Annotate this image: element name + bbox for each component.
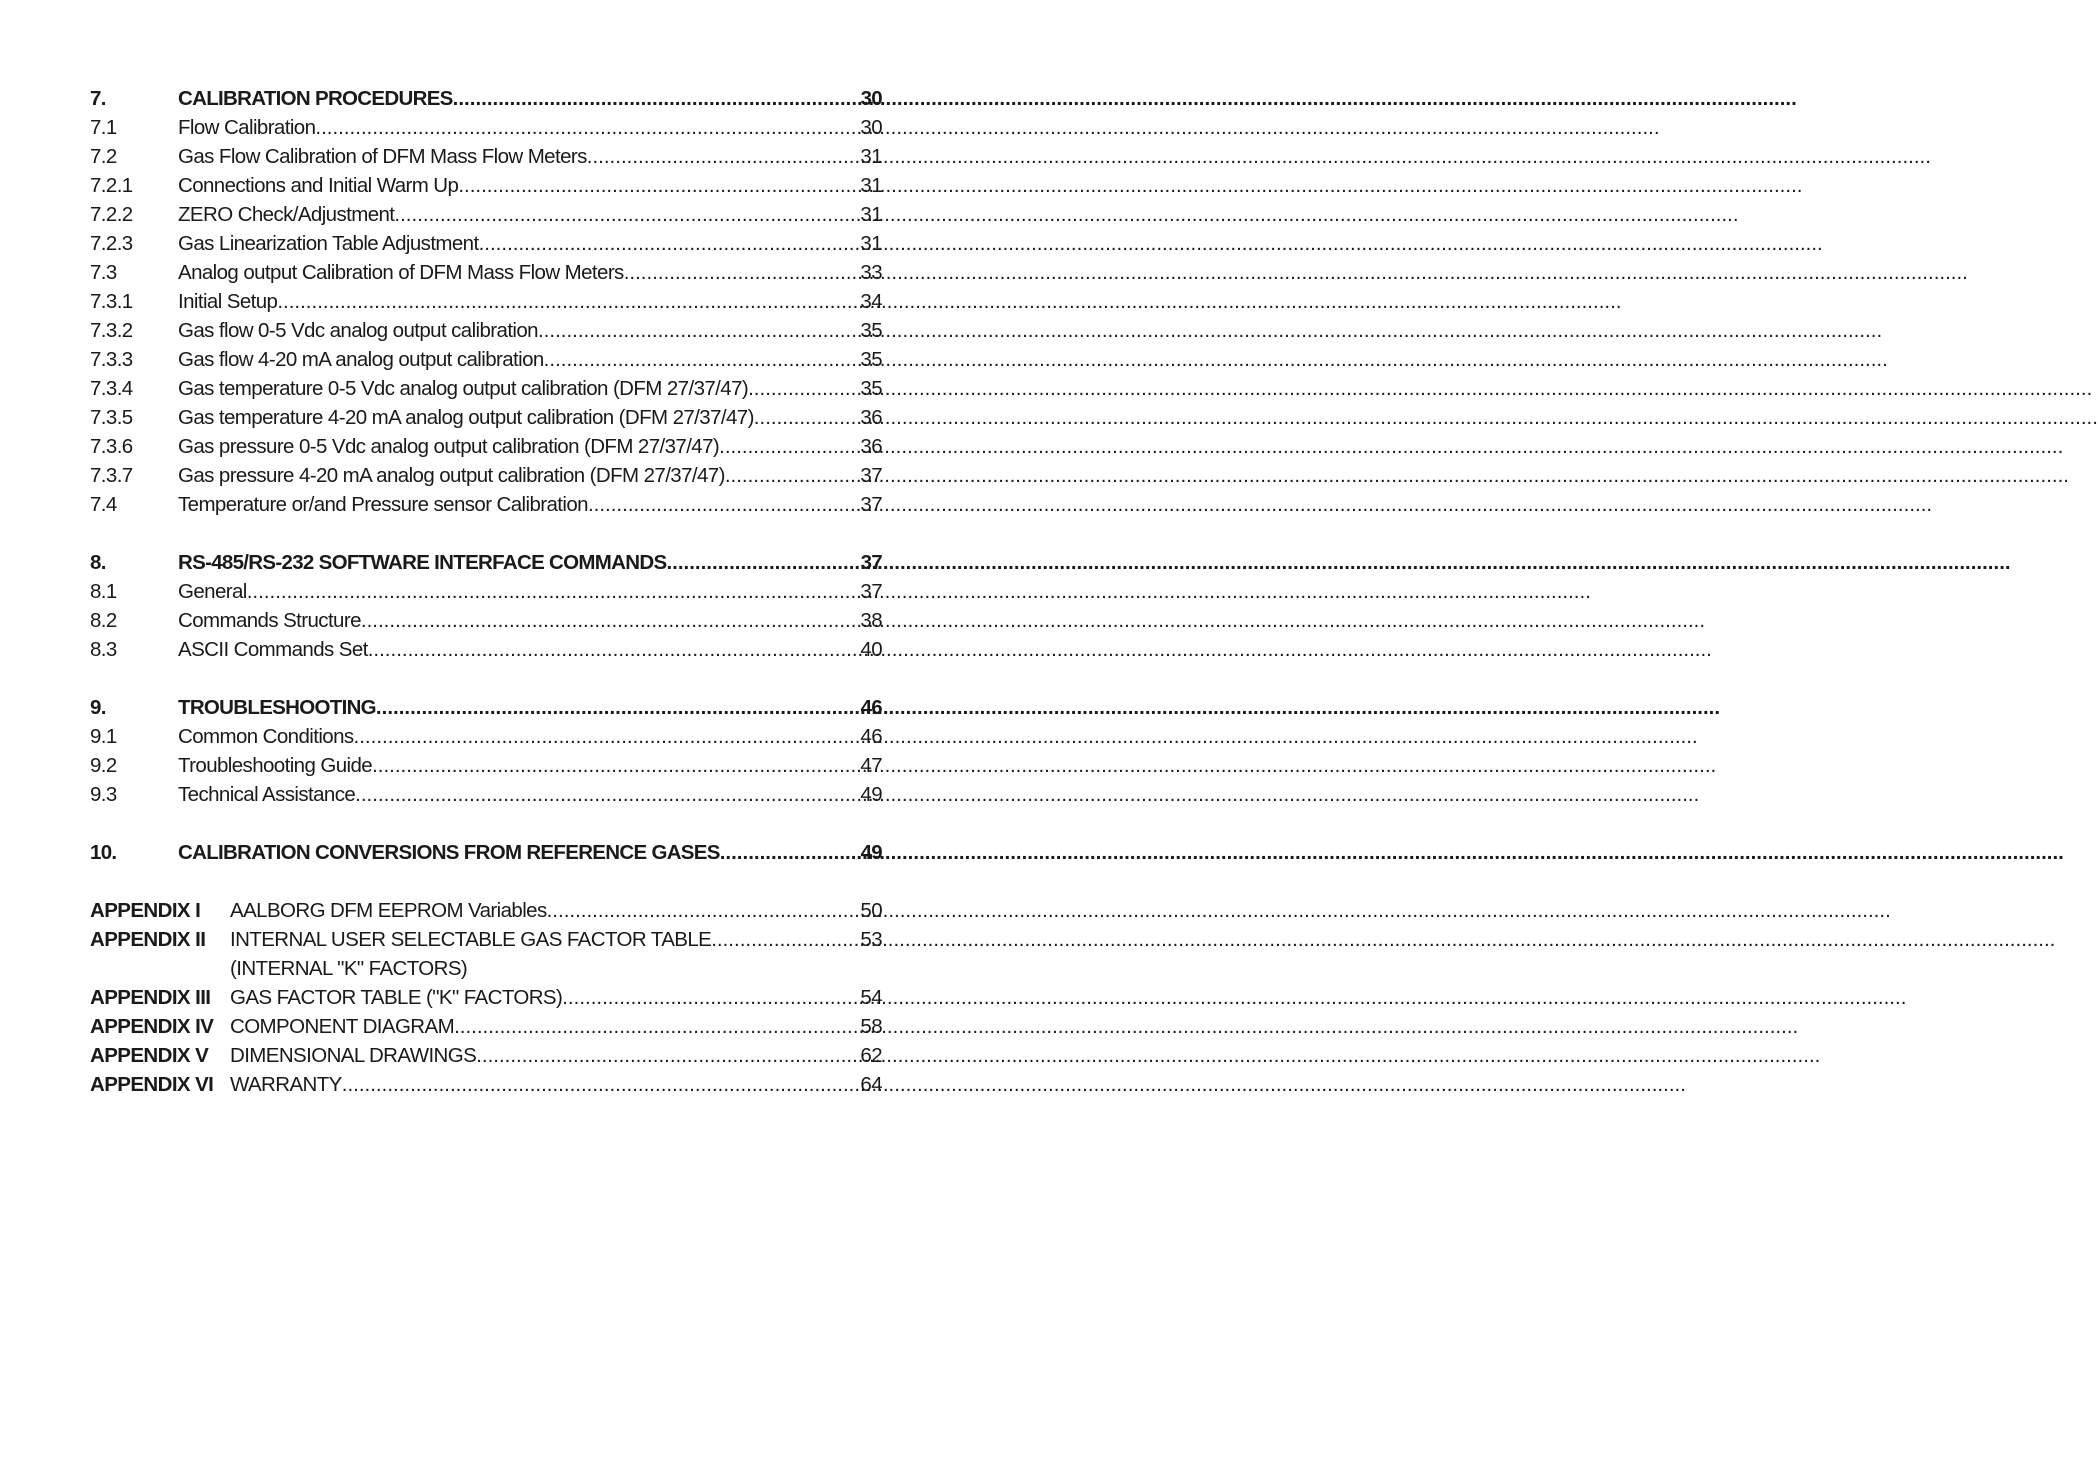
- entry-number: 7.3.6: [90, 435, 133, 458]
- entry-title: Connections and Initial Warm Up: [178, 174, 459, 197]
- entry-number: 7.3.2: [90, 319, 133, 342]
- dot-leader: [394, 200, 860, 229]
- dot-leader: [547, 896, 861, 925]
- page-number: 37: [860, 464, 882, 487]
- entry-number: 7.3.3: [90, 348, 133, 371]
- entry-number: APPENDIX V: [90, 1044, 209, 1067]
- entry-number: 7.2.2: [90, 203, 133, 226]
- dot-leader: [544, 345, 861, 374]
- toc-entry[interactable]: [90, 200, 882, 229]
- toc-entry[interactable]: [90, 403, 882, 432]
- page-number: 40: [860, 638, 882, 661]
- dot-leader: [479, 229, 861, 258]
- page-number: 49: [860, 783, 882, 806]
- entry-title: General: [178, 580, 247, 603]
- entry-title: Flow Calibration: [178, 116, 316, 139]
- dot-leader: [588, 490, 860, 519]
- appendix-entry[interactable]: [90, 925, 882, 954]
- page-number: 36: [860, 435, 882, 458]
- appendix-entry[interactable]: [90, 896, 882, 925]
- toc-entry[interactable]: [90, 287, 882, 316]
- page-number: 31: [860, 145, 882, 168]
- entry-title: Gas temperature 4-20 mA analog output calibration (DFM 27/37/47): [178, 406, 754, 429]
- section-spacer: [90, 664, 882, 693]
- dot-leader: [624, 258, 861, 287]
- page-number: 58: [860, 1015, 882, 1038]
- page-number: 37: [860, 551, 882, 574]
- toc-entry[interactable]: [90, 432, 882, 461]
- entry-title: WARRANTY: [230, 1073, 342, 1096]
- entry-number: 8.: [90, 551, 106, 574]
- entry-number: 7.2: [90, 145, 117, 168]
- appendix-entry[interactable]: [90, 1041, 882, 1070]
- entry-title: CALIBRATION PROCEDURES: [178, 87, 453, 110]
- page-number: 35: [860, 348, 882, 371]
- entry-title: ASCII Commands Set: [178, 638, 368, 661]
- entry-number: 7.2.3: [90, 232, 133, 255]
- appendix-title-continuation: [90, 954, 882, 983]
- appendix-entry[interactable]: [90, 983, 882, 1012]
- page-number: 37: [860, 580, 882, 603]
- page-number: 31: [860, 232, 882, 255]
- dot-leader: [719, 432, 860, 461]
- page-number: 38: [860, 609, 882, 632]
- toc-entry[interactable]: [90, 171, 882, 200]
- page-number: 30: [860, 87, 882, 110]
- page-number: 35: [860, 377, 882, 400]
- page-number: 30: [860, 116, 882, 139]
- page-number: 54: [860, 986, 882, 1009]
- entry-title: COMPONENT DIAGRAM: [230, 1015, 455, 1038]
- appendix-entry[interactable]: [90, 1070, 882, 1099]
- entry-title: Gas Linearization Table Adjustment: [178, 232, 479, 255]
- dot-leader: [748, 374, 860, 403]
- toc-entry[interactable]: [90, 461, 882, 490]
- dot-leader: [247, 577, 861, 606]
- entry-title: Commands Structure: [178, 609, 361, 632]
- page-number: 35: [860, 319, 882, 342]
- entry-number: 10.: [90, 841, 117, 864]
- dot-leader: [453, 84, 861, 113]
- dot-leader: [725, 461, 861, 490]
- page-number: 53: [860, 928, 882, 951]
- entry-title: TROUBLESHOOTING: [178, 696, 376, 719]
- entry-number: 8.3: [90, 638, 117, 661]
- entry-title: ZERO Check/Adjustment: [178, 203, 395, 226]
- entry-number: 9.3: [90, 783, 117, 806]
- dot-leader: [376, 693, 861, 722]
- entry-title: Gas Flow Calibration of DFM Mass Flow Meters: [178, 145, 587, 168]
- section-heading[interactable]: [90, 84, 882, 113]
- dot-leader: [368, 635, 861, 664]
- dot-leader: [476, 1041, 860, 1070]
- dot-leader: [372, 751, 860, 780]
- dot-leader: [355, 780, 860, 809]
- toc-entry[interactable]: [90, 374, 882, 403]
- entry-title-continued: (INTERNAL "K" FACTORS): [230, 957, 468, 980]
- dot-leader: [587, 142, 861, 171]
- entry-number: APPENDIX III: [90, 986, 211, 1009]
- page-number: 64: [860, 1073, 882, 1096]
- page-number: 49: [860, 841, 882, 864]
- entry-number: 7.2.1: [90, 174, 133, 197]
- dot-leader: [315, 113, 860, 142]
- dot-leader: [666, 548, 860, 577]
- dot-leader: [354, 722, 861, 751]
- page-number: 50: [860, 899, 882, 922]
- toc-entry[interactable]: [90, 751, 882, 780]
- toc-entry[interactable]: [90, 490, 882, 519]
- entry-title: INTERNAL USER SELECTABLE GAS FACTOR TABLE: [230, 928, 712, 951]
- toc-entry[interactable]: [90, 722, 882, 751]
- page-number: 33: [860, 261, 882, 284]
- entry-title: RS-485/RS-232 SOFTWARE INTERFACE COMMANDS: [178, 551, 667, 574]
- entry-number: APPENDIX IV: [90, 1015, 214, 1038]
- toc-entry[interactable]: [90, 229, 882, 258]
- entry-title: Gas temperature 0-5 Vdc analog output calibration (DFM 27/37/47): [178, 377, 749, 400]
- page-number: 47: [860, 754, 882, 777]
- section-heading[interactable]: [90, 548, 882, 577]
- entry-number: APPENDIX II: [90, 928, 206, 951]
- page-number: 46: [860, 696, 882, 719]
- entry-title: Technical Assistance: [178, 783, 356, 806]
- dot-leader: [277, 287, 860, 316]
- entry-title: Gas pressure 4-20 mA analog output calibration (DFM 27/37/47): [178, 464, 725, 487]
- page-number: 37: [860, 493, 882, 516]
- dot-leader: [720, 838, 861, 867]
- section-heading[interactable]: [90, 838, 882, 867]
- page-number: 31: [860, 203, 882, 226]
- entry-number: 7.3.1: [90, 290, 133, 313]
- entry-number: APPENDIX I: [90, 899, 201, 922]
- entry-number: 8.1: [90, 580, 117, 603]
- entry-title: Analog output Calibration of DFM Mass Flow Meters: [178, 261, 624, 284]
- entry-number: 8.2: [90, 609, 117, 632]
- section-spacer: [90, 809, 882, 838]
- dot-leader: [562, 983, 860, 1012]
- toc-entry[interactable]: [90, 635, 882, 664]
- page-number: 62: [860, 1044, 882, 1067]
- entry-title: Temperature or/and Pressure sensor Calibration: [178, 493, 588, 516]
- entry-title: Gas flow 4-20 mA analog output calibration: [178, 348, 544, 371]
- entry-title: Initial Setup: [178, 290, 278, 313]
- section-spacer: [90, 867, 882, 896]
- section-spacer: [90, 519, 882, 548]
- toc-entry[interactable]: [90, 316, 882, 345]
- entry-number: 7.3.5: [90, 406, 133, 429]
- toc-entry[interactable]: [90, 577, 882, 606]
- toc-entry[interactable]: [90, 345, 882, 374]
- page-number: 46: [860, 725, 882, 748]
- dot-leader: [342, 1070, 861, 1099]
- entry-title: Troubleshooting Guide: [178, 754, 373, 777]
- page-number: 34: [860, 290, 882, 313]
- dot-leader: [538, 316, 860, 345]
- dot-leader: [454, 1012, 860, 1041]
- entry-number: 7.3.4: [90, 377, 133, 400]
- dot-leader: [754, 403, 861, 432]
- entry-number: 7.4: [90, 493, 117, 516]
- dot-leader: [458, 171, 860, 200]
- appendix-entry[interactable]: [90, 1012, 882, 1041]
- toc-entry[interactable]: [90, 142, 882, 171]
- entry-number: 9.2: [90, 754, 117, 777]
- entry-title: Gas pressure 0-5 Vdc analog output calibration (DFM 27/37/47): [178, 435, 720, 458]
- section-heading[interactable]: [90, 693, 882, 722]
- entry-number: APPENDIX VI: [90, 1073, 214, 1096]
- toc-entry[interactable]: [90, 113, 882, 142]
- entry-title: Common Conditions: [178, 725, 354, 748]
- entry-number: 7.1: [90, 116, 117, 139]
- table-of-contents: [90, 84, 882, 1099]
- entry-title: AALBORG DFM EEPROM Variables: [230, 899, 547, 922]
- entry-title: CALIBRATION CONVERSIONS FROM REFERENCE GASES: [178, 841, 720, 864]
- entry-number: 9.1: [90, 725, 117, 748]
- page-number: 36: [860, 406, 882, 429]
- entry-title: DIMENSIONAL DRAWINGS: [230, 1044, 477, 1067]
- dot-leader: [361, 606, 861, 635]
- entry-number: 9.: [90, 696, 106, 719]
- toc-entry[interactable]: [90, 258, 882, 287]
- page-number: 31: [860, 174, 882, 197]
- entry-number: 7.: [90, 87, 106, 110]
- entry-number: 7.3.7: [90, 464, 133, 487]
- toc-entry[interactable]: [90, 780, 882, 809]
- entry-title: Gas flow 0-5 Vdc analog output calibration: [178, 319, 538, 342]
- dot-leader: [711, 925, 860, 954]
- entry-title: GAS FACTOR TABLE ("K" FACTORS): [230, 986, 563, 1009]
- toc-entry[interactable]: [90, 606, 882, 635]
- entry-number: 7.3: [90, 261, 117, 284]
